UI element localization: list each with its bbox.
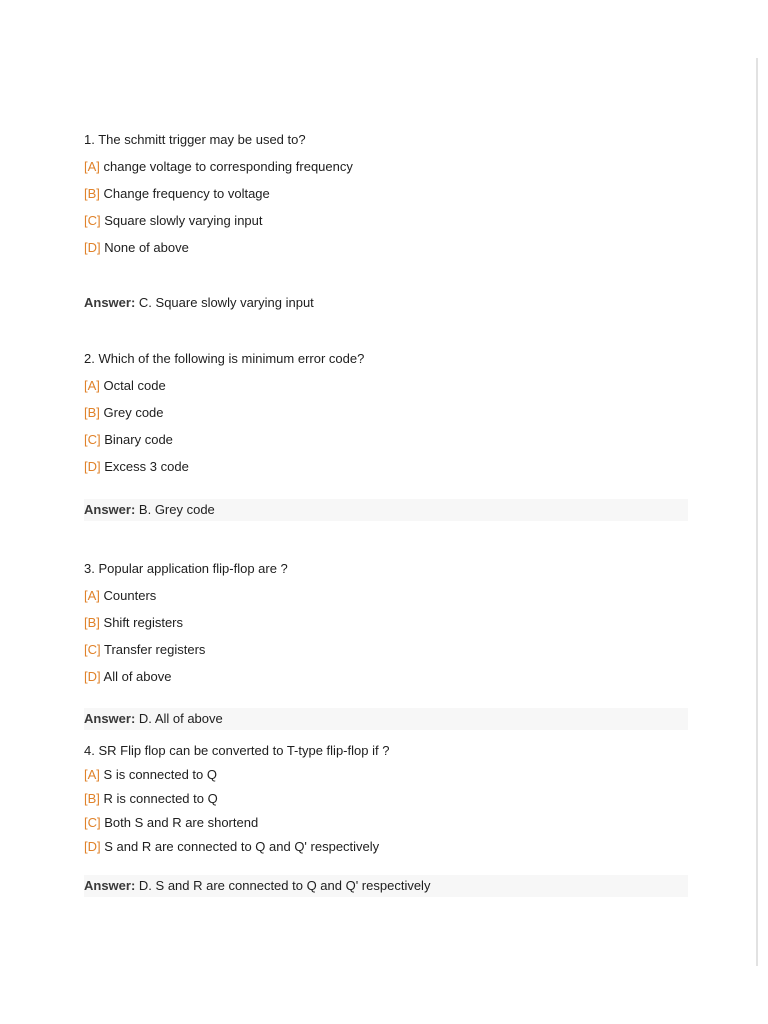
option-text: All of above	[103, 669, 172, 684]
option-key: [D]	[84, 669, 101, 684]
option-key: [B]	[84, 615, 100, 630]
question-block-2	[84, 351, 688, 521]
option-text: S and R are connected to Q and Q' respectively	[104, 839, 380, 854]
option-key: [C]	[84, 213, 101, 228]
option-a	[84, 767, 688, 783]
option-d	[84, 669, 688, 685]
option-text: Counters	[103, 588, 157, 603]
question-block-4	[84, 743, 688, 897]
option-d	[84, 839, 688, 855]
option-b	[84, 791, 688, 807]
question-block-3	[84, 561, 688, 730]
option-key: [B]	[84, 186, 100, 201]
option-text: Octal code	[103, 378, 166, 393]
option-text: R is connected to Q	[103, 791, 218, 806]
answer-label: Answer:	[84, 502, 136, 517]
option-d	[84, 459, 688, 475]
question-text: 1. The schmitt trigger may be used to?	[84, 132, 306, 147]
option-a	[84, 588, 688, 604]
answer-text: B. Grey code	[138, 502, 215, 517]
option-key: [B]	[84, 405, 100, 420]
option-a	[84, 159, 688, 175]
option-text: None of above	[104, 240, 189, 255]
option-key: [D]	[84, 240, 101, 255]
option-key: [A]	[84, 159, 100, 174]
answer-label: Answer:	[84, 878, 136, 893]
option-key: [A]	[84, 378, 100, 393]
answer-line	[84, 708, 688, 730]
question-text: 2. Which of the following is minimum error code?	[84, 351, 365, 366]
question-text: 4. SR Flip flop can be converted to T-type flip-flop if ?	[84, 743, 390, 758]
option-key: [C]	[84, 815, 101, 830]
option-key: [C]	[84, 432, 101, 447]
answer-text: C. Square slowly varying input	[138, 295, 314, 310]
answer-line	[84, 292, 688, 314]
option-key: [A]	[84, 588, 100, 603]
option-key: [A]	[84, 767, 100, 782]
option-c	[84, 213, 688, 229]
option-text: Transfer registers	[104, 642, 206, 657]
option-c	[84, 642, 688, 658]
question-block-1	[84, 132, 688, 314]
option-key: [B]	[84, 791, 100, 806]
option-key: [D]	[84, 839, 101, 854]
answer-text: D. S and R are connected to Q and Q' respectively	[138, 878, 431, 893]
option-c	[84, 432, 688, 448]
option-text: Both S and R are shortend	[104, 815, 259, 830]
answer-text: D. All of above	[138, 711, 223, 726]
option-b	[84, 615, 688, 631]
answer-label: Answer:	[84, 295, 136, 310]
question-text: 3. Popular application flip-flop are ?	[84, 561, 288, 576]
option-d	[84, 240, 688, 256]
page-edge-divider	[756, 58, 758, 966]
option-c	[84, 815, 688, 831]
option-text: Change frequency to voltage	[103, 186, 270, 201]
option-text: change voltage to corresponding frequency	[103, 159, 353, 174]
option-text: Square slowly varying input	[104, 213, 263, 228]
option-a	[84, 378, 688, 394]
answer-line	[84, 499, 688, 521]
answer-label: Answer:	[84, 711, 136, 726]
option-b	[84, 405, 688, 421]
option-text: Binary code	[104, 432, 173, 447]
option-text: Excess 3 code	[104, 459, 189, 474]
option-key: [C]	[84, 642, 101, 657]
answer-line	[84, 875, 688, 897]
option-b	[84, 186, 688, 202]
option-text: S is connected to Q	[103, 767, 217, 782]
option-key: [D]	[84, 459, 101, 474]
option-text: Shift registers	[103, 615, 184, 630]
option-text: Grey code	[103, 405, 164, 420]
